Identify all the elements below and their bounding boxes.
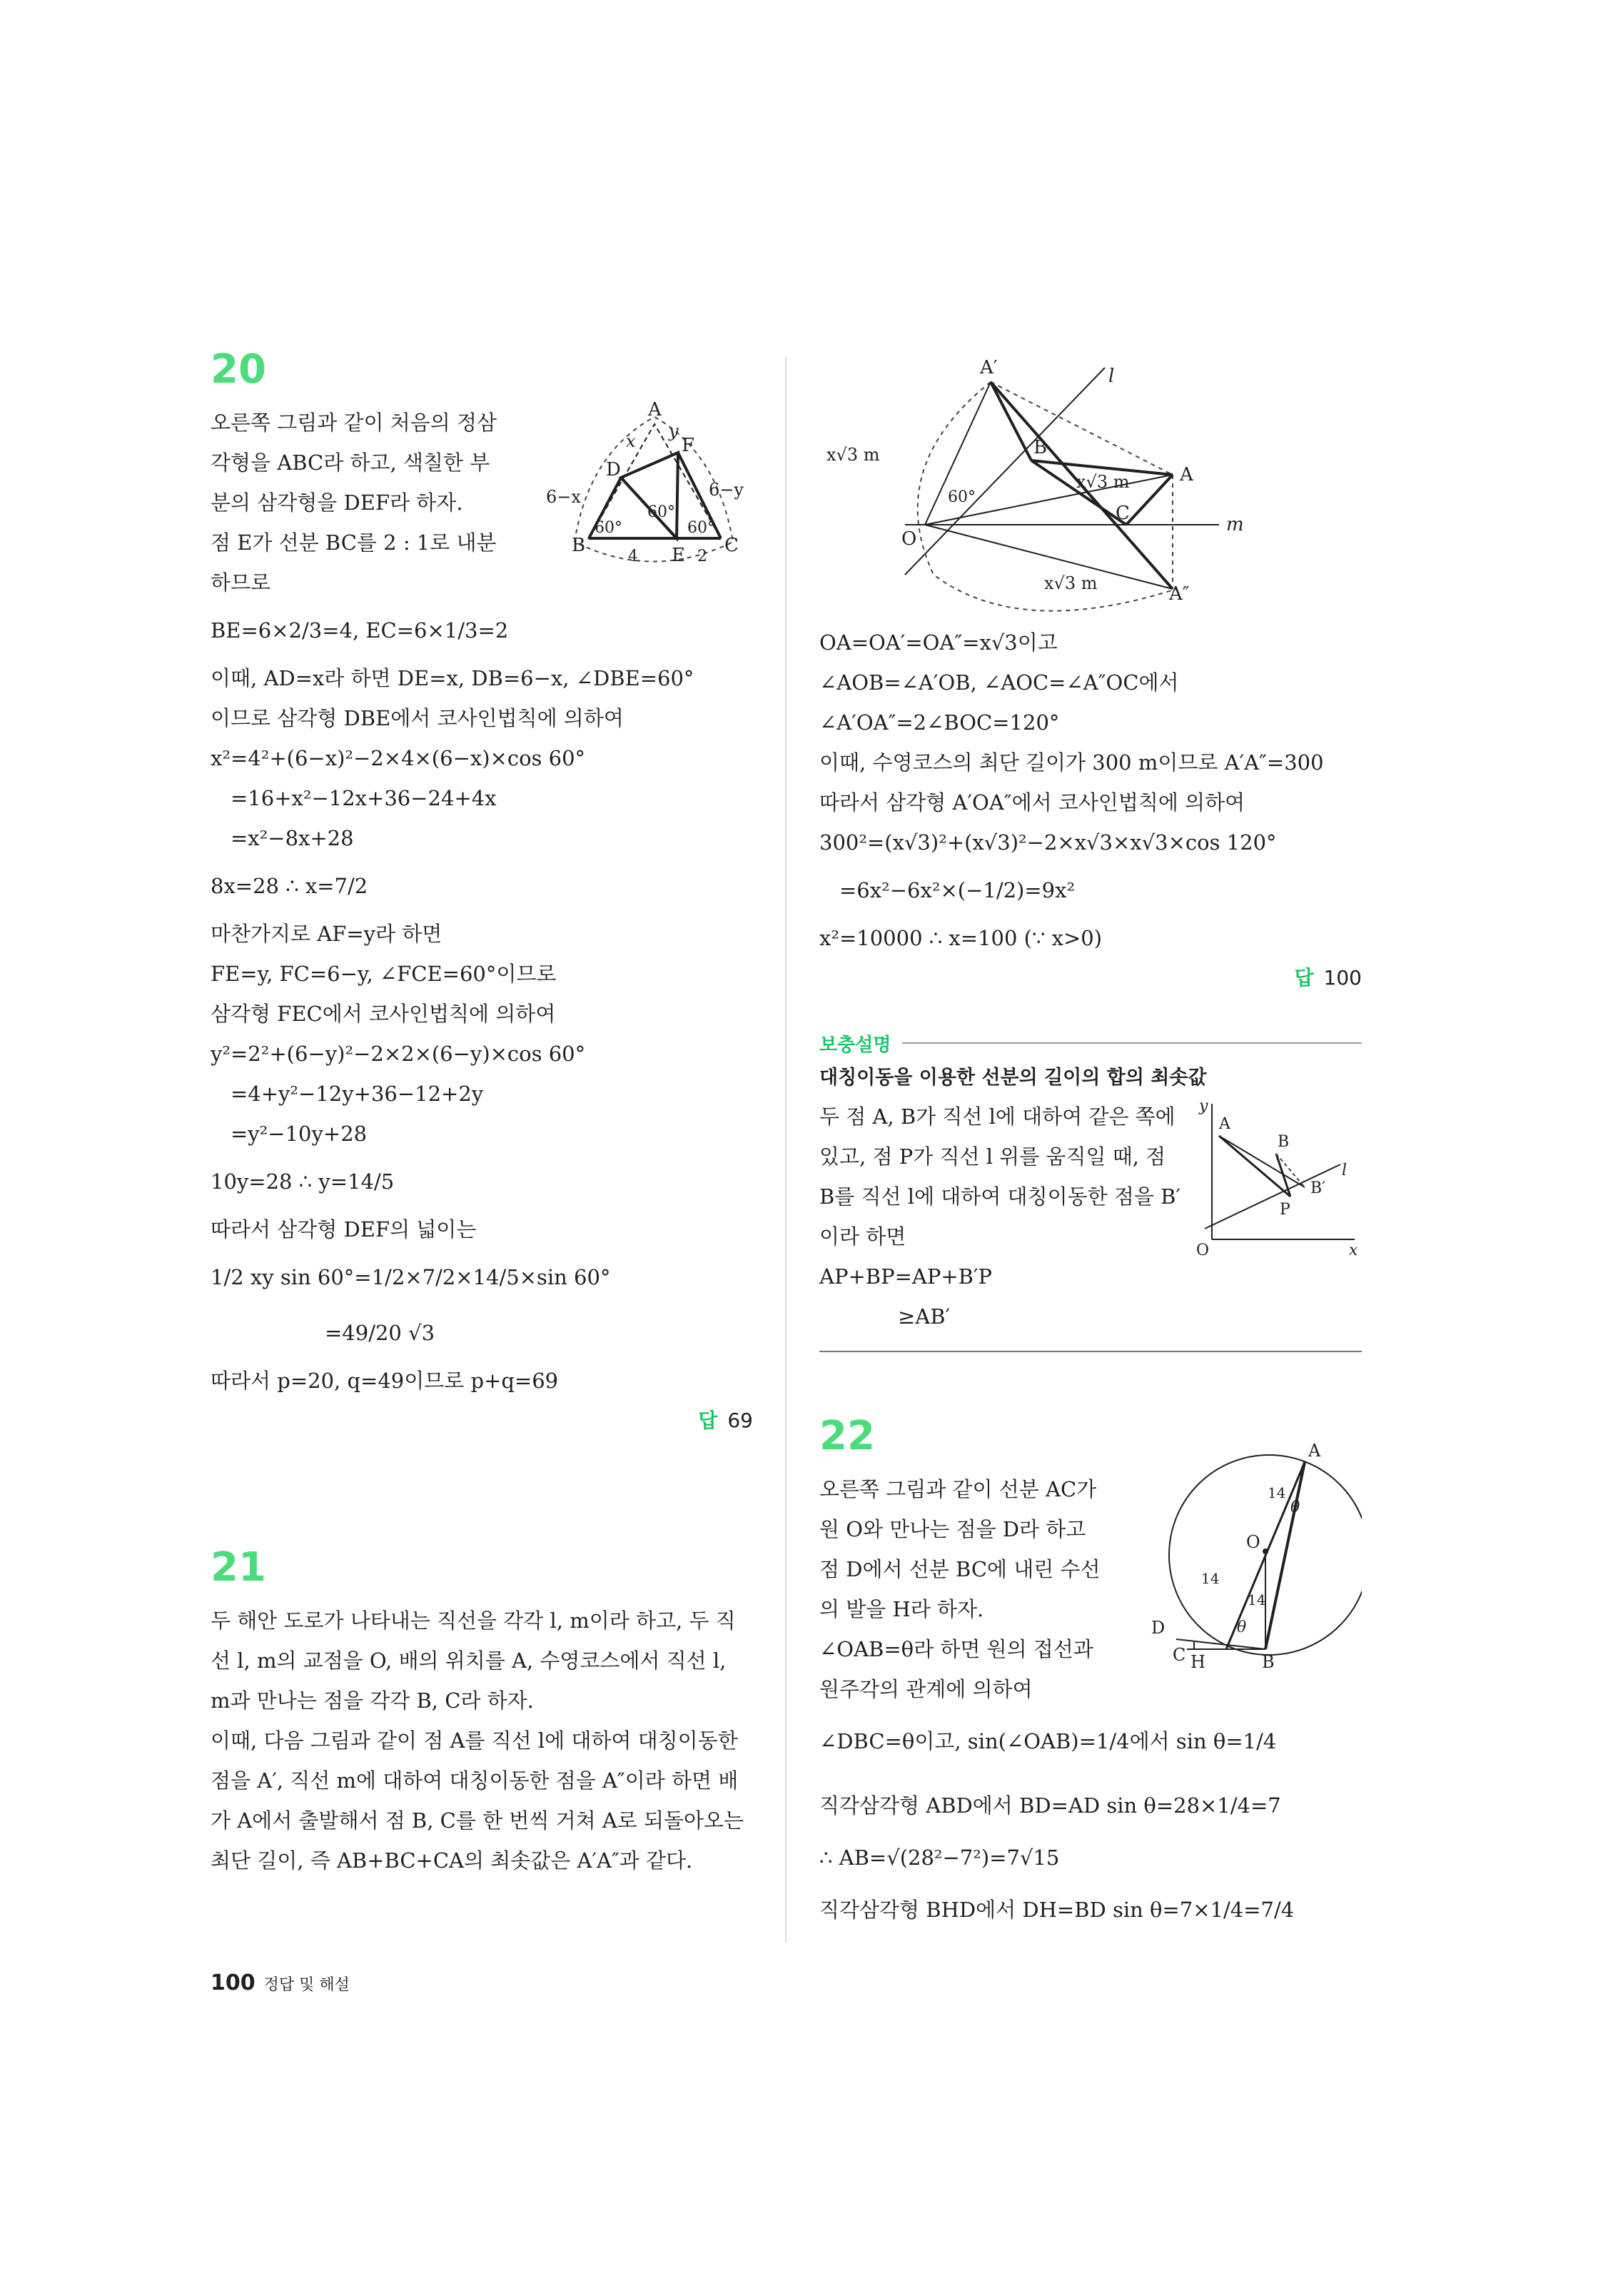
supplement-line: 두 점 A, B가 직선 l에 대하여 같은 쪽에 — [819, 1104, 1175, 1129]
p20-line: BE=6×2/3=4, EC=6×1/3=2 — [211, 618, 509, 643]
label-2: 2 — [697, 548, 707, 565]
label-theta-b: θ — [1237, 1618, 1247, 1636]
p21-right-line: 따라서 삼각형 A′OA″에서 코사인법칙에 의하여 — [819, 790, 1245, 815]
problem-22-number: 22 — [819, 1413, 875, 1459]
p22-line: 직각삼각형 BHD에서 DH=BD sin θ=7×1/4=7/4 — [819, 1898, 1295, 1922]
intro-line: 오른쪽 그림과 같이 선분 AC가 — [819, 1477, 1097, 1501]
label-C: C — [1173, 1645, 1186, 1665]
label-O: O — [1246, 1532, 1260, 1552]
p20-line: 따라서 p=20, q=49이므로 p+q=69 — [211, 1369, 559, 1393]
p20-line: x²=4²+(6−x)²−2×4×(6−x)×cos 60° — [211, 746, 586, 770]
p20-line: 이때, AD=x라 하면 DE=x, DB=6−x, ∠DBE=60° — [211, 666, 694, 690]
label-A-prime: A′ — [980, 357, 998, 378]
label-A: A — [1180, 464, 1193, 485]
p20-line: 1/2 xy sin 60°=1/2×7/2×14/5×sin 60° — [211, 1265, 611, 1289]
column-divider — [785, 357, 787, 1942]
intro-line: ∠OAB=θ라 하면 원의 접선과 — [819, 1637, 1093, 1661]
p20-line: 삼각형 FEC에서 코사인법칙에 의하여 — [211, 1002, 556, 1026]
supplement-figure — [1190, 1097, 1362, 1268]
label-x: x — [1349, 1242, 1358, 1259]
label-y: y — [669, 421, 679, 441]
triangle-figure-20 — [546, 396, 760, 581]
p20-line: =x²−8x+28 — [231, 826, 354, 850]
p20-line: 10y=28 ∴ y=14/5 — [211, 1169, 395, 1194]
label-60-C: 60° — [687, 519, 715, 537]
p21-line: 선 l, m의 교점을 O, 배의 위치를 A, 수영코스에서 직선 l, — [211, 1648, 727, 1673]
label-theta-a: θ — [1290, 1499, 1300, 1516]
p22-line: ∴ AB=√(28²−7²)=7√15 — [819, 1846, 1060, 1870]
p21-line: 최단 길이, 즉 AB+BC+CA의 최솟값은 A′A″과 같다. — [211, 1848, 693, 1873]
p21-right-line: 이때, 수영코스의 최단 길이가 300 m이므로 A′A″=300 — [819, 750, 1324, 775]
label-6-x: 6−x — [546, 487, 581, 507]
p22-line: ∠DBC=θ이고, sin(∠OAB)=1/4에서 sin θ=1/4 — [819, 1729, 1277, 1753]
p21-right-line: OA=OA′=OA″=x√3이고 — [819, 630, 1058, 655]
label-B: B — [1278, 1133, 1290, 1151]
label-6-y: 6−y — [709, 480, 744, 500]
label-B: B — [1262, 1652, 1275, 1672]
label-60: 60° — [948, 488, 976, 506]
label-B: B — [572, 535, 586, 556]
reflection-figure-21 — [819, 353, 1362, 618]
left-column — [211, 346, 753, 1880]
label-l: l — [1342, 1162, 1348, 1179]
p21-right-line: x²=10000 ∴ x=100 (∵ x>0) — [819, 926, 1103, 950]
p21-right-line: ∠A′OA″=2∠BOC=120° — [819, 710, 1060, 735]
p20-answer — [211, 1401, 753, 1441]
label-E: E — [672, 545, 685, 566]
p21-line: 가 A에서 출발해서 점 B, C를 한 번씩 거쳐 A로 되돌아오는 — [211, 1808, 744, 1833]
label-14-c: 14 — [1248, 1591, 1266, 1608]
label-B: B — [1033, 437, 1048, 458]
p21-right-line: =6x²−6x²×(−1/2)=9x² — [839, 878, 1076, 902]
label-H: H — [1190, 1652, 1205, 1672]
supplement-line: B를 직선 l에 대하여 대칭이동한 점을 B′ — [819, 1184, 1180, 1209]
label-len-2: x√3 m — [1076, 472, 1130, 492]
label-D: D — [606, 459, 621, 480]
label-60-E: 60° — [647, 503, 675, 521]
supplement-title: 보충설명 — [819, 1034, 891, 1056]
p21-right-line: ∠AOB=∠A′OB, ∠AOC=∠A″OC에서 — [819, 670, 1179, 695]
label-C: C — [724, 535, 739, 556]
intro-line: 원주각의 관계에 의하여 — [819, 1677, 1033, 1701]
p20-line: =16+x²−12x+36−24+4x — [231, 786, 497, 810]
answer-tag: 답 — [698, 1409, 718, 1432]
answer-value: 100 — [1323, 966, 1362, 990]
label-D: D — [1151, 1618, 1166, 1638]
label-A-double-prime: A″ — [1169, 583, 1190, 605]
label-B-prime: B′ — [1310, 1179, 1326, 1197]
p20-line: y²=2²+(6−y)²−2×2×(6−y)×cos 60° — [211, 1042, 586, 1066]
intro-line: 점 E가 선분 BC를 2 : 1로 내분 — [211, 530, 497, 555]
p20-line: =4+y²−12y+36−12+2y — [231, 1082, 484, 1106]
intro-line: 점 D에서 선분 BC에 내린 수선 — [819, 1557, 1101, 1581]
p20-line: 마찬가지로 AF=y라 하면 — [211, 922, 443, 946]
p21-right-line: 300²=(x√3)²+(x√3)²−2×x√3×x√3×cos 120° — [819, 830, 1277, 855]
p20-line: 이므로 삼각형 DBE에서 코사인법칙에 의하여 — [211, 706, 624, 730]
answer-tag: 답 — [1294, 966, 1314, 990]
intro-line: 의 발을 H라 하자. — [819, 1597, 984, 1621]
supplement-box — [819, 1027, 1362, 1352]
footer-label: 정답 및 해설 — [263, 1976, 350, 1994]
supplement-subtitle: 대칭이동을 이용한 선분의 길이의 합의 최솟값 — [819, 1067, 1207, 1089]
label-O: O — [901, 528, 917, 550]
p21-line: 점을 A′, 직선 m에 대하여 대칭이동한 점을 A″이라 하면 배 — [211, 1768, 739, 1793]
answer-value: 69 — [727, 1409, 753, 1432]
label-len-3: x√3 m — [1044, 573, 1098, 593]
p20-line: 따라서 삼각형 DEF의 넓이는 — [211, 1217, 477, 1242]
p20-line: 8x=28 ∴ x=7/2 — [211, 874, 368, 898]
p20-line: =y²−10y+28 — [231, 1122, 368, 1146]
intro-line: 하므로 — [211, 570, 271, 595]
label-len-1: x√3 m — [826, 445, 880, 465]
label-C: C — [1116, 503, 1130, 524]
problem-21-number: 21 — [211, 1544, 266, 1591]
p20-line: =49/20 √3 — [325, 1321, 435, 1345]
circle-figure-22 — [1148, 1419, 1362, 1676]
label-m: m — [1226, 514, 1244, 535]
page-number: 100 — [211, 1970, 256, 1995]
label-P: P — [1280, 1201, 1290, 1219]
label-A: A — [1308, 1441, 1321, 1461]
label-y: y — [1199, 1097, 1208, 1115]
label-A: A — [1219, 1115, 1230, 1133]
intro-line: 분의 삼각형을 DEF라 하자. — [211, 490, 463, 515]
intro-line: 각형을 ABC라 하고, 색칠한 부 — [211, 450, 490, 475]
label-O: O — [1196, 1242, 1210, 1259]
p21-line: m과 만나는 점을 각각 B, C라 하자. — [211, 1688, 534, 1713]
supplement-header — [819, 1027, 1362, 1059]
right-column — [819, 353, 1362, 1942]
label-4: 4 — [628, 548, 638, 565]
label-14-b: 14 — [1201, 1570, 1220, 1587]
p21-line: 두 해안 도로가 나타내는 직선을 각각 l, m이라 하고, 두 직 — [211, 1608, 736, 1633]
supplement-line: AP+BP=AP+B′P — [819, 1264, 993, 1289]
problem-20-intro — [211, 399, 753, 603]
supplement-line: 있고, 점 P가 직선 l 위를 움직일 때, 점 — [819, 1144, 1166, 1169]
label-l: l — [1108, 366, 1115, 387]
label-60-B: 60° — [595, 519, 622, 537]
supplement-line: ≥AB′ — [898, 1304, 951, 1329]
label-x: x — [626, 431, 636, 451]
p20-line: FE=y, FC=6−y, ∠FCE=60°이므로 — [211, 962, 557, 986]
p21-answer — [819, 958, 1362, 998]
page-footer — [211, 1970, 350, 1995]
p22-line: 직각삼각형 ABD에서 BD=AD sin θ=28×1/4=7 — [819, 1793, 1281, 1818]
supplement-line: 이라 하면 — [819, 1224, 906, 1249]
problem-20-number: 20 — [211, 346, 266, 393]
intro-line: 오른쪽 그림과 같이 처음의 정삼 — [211, 411, 497, 435]
label-14-a: 14 — [1268, 1484, 1286, 1501]
intro-line: 원 O와 만나는 점을 D라 하고 — [819, 1517, 1086, 1541]
p21-line: 이때, 다음 그림과 같이 점 A를 직선 l에 대하여 대칭이동한 — [211, 1728, 738, 1753]
label-A: A — [648, 399, 662, 421]
label-F: F — [682, 435, 695, 456]
